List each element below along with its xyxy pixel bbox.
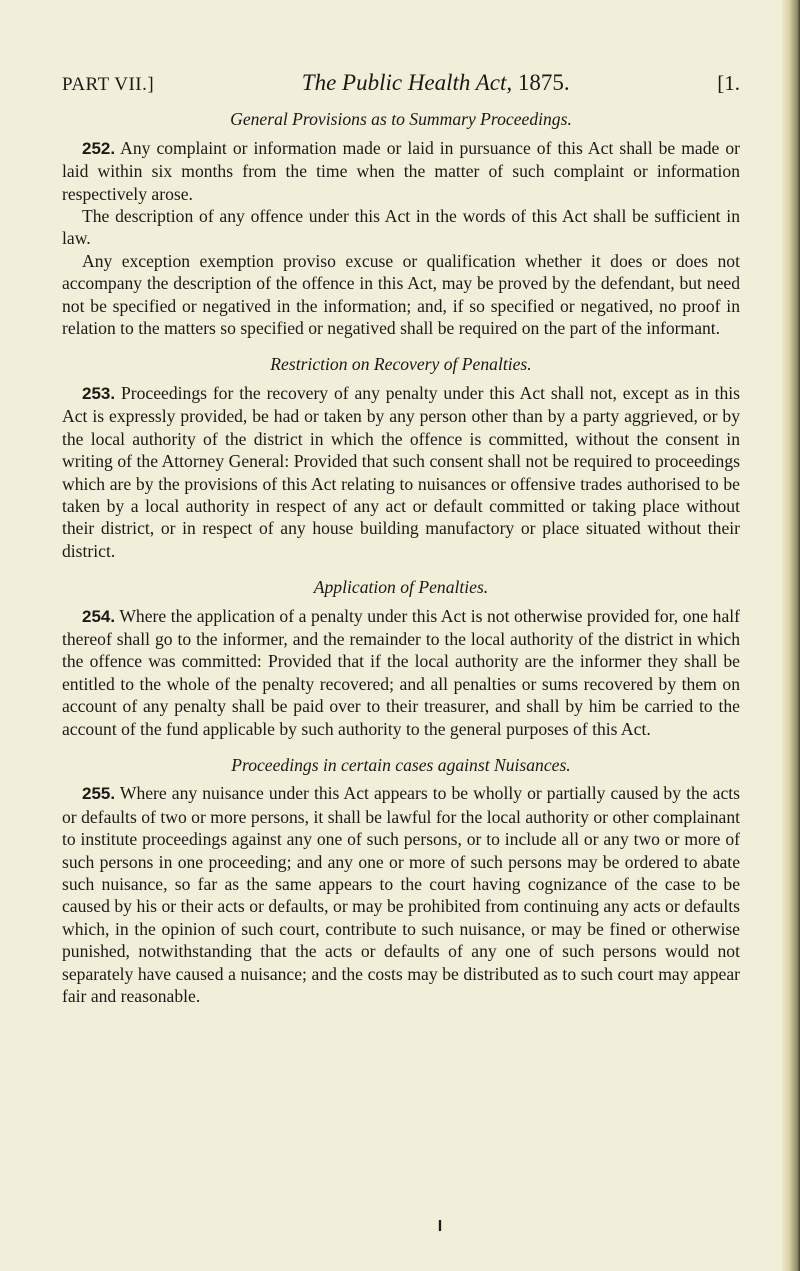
section-number: 253. <box>82 383 116 403</box>
header-title <box>302 72 570 94</box>
page-edge-shadow <box>782 0 800 1271</box>
header-year: 1875. <box>517 70 570 95</box>
section-number: 254. <box>82 606 116 626</box>
page-body <box>62 72 740 1021</box>
section-paragraph: The description of any offence under this Act in the words of this Act shall be sufficient in law. <box>62 206 740 249</box>
section-paragraph: Any exception exemption proviso excuse or qualification whether it does or does not accompany the description of the offence in this Act, may be proved by the defendant, but need not be specified or negatived in the information; and, if so specified or negatived, no proof in relation to the matters so specified or negatived shall be required on the part of the informant. <box>62 250 740 339</box>
section-number: 252. <box>82 138 116 158</box>
paragraph-text: Any complaint or information made or laid in pursuance of this Act shall be made or laid within six months from the time when the matter of such complaint or information respectively arose. <box>62 137 740 204</box>
section-252 <box>62 108 740 339</box>
header-part: PART VII.] <box>62 74 155 95</box>
section-paragraph <box>62 782 740 1007</box>
section-254 <box>62 576 740 740</box>
section-heading: General Provisions as to Summary Proceedings. <box>230 109 572 130</box>
paragraph-text: Where the application of a penalty under this Act is not otherwise provided for, one half thereof shall go to the informer, and the remainder to the local authority of the district in which the offence was committed: Provided that if the local authority are the informer they shall be entitled to the whole of the penalty recovered; and all penalties or sums recovered by them on account of any penalty shall be paid over to their treasurer, and shall by him be carried to the account of the fund applicable by such authority to the general purposes of this Act. <box>62 605 740 739</box>
section-paragraph <box>62 605 740 740</box>
running-header <box>62 72 740 96</box>
section-255 <box>62 754 740 1007</box>
signature-mark: I <box>437 1218 443 1235</box>
paragraph-text: Proceedings for the recovery of any penalty under this Act shall not, except as in this Act is expressly provided, be had or taken by any person other than by a party aggrieved, or by the local authority of the district in which the offence is committed, without the consent in writing of the Attorney General: Provided that such consent shall not be required to proceedings which are by the provisions of this Act relating to nuisances or offensive trades authorised to be taken by a local authority in respect of any act or default committed or taking place without their district, or in respect of any house building manufactory or place situated without their district. <box>62 382 741 561</box>
header-title-text: The Public Health Act, <box>301 70 513 95</box>
section-heading: Application of Penalties. <box>313 577 489 598</box>
section-paragraph <box>62 137 740 205</box>
section-paragraph <box>62 382 740 562</box>
header-section: [1. <box>717 71 740 95</box>
section-number: 255. <box>82 784 116 804</box>
paragraph-text: Where any nuisance under this Act appears to be wholly or partially caused by the acts or defaults of two or more persons, it shall be lawful for the local authority or other complainant to institute proceedings against any one of such persons, or to include all or any two or more of such persons in one proceeding; and any one or more of such persons may be ordered to abate such nuisance, so far as the same appears to the court having cognizance of the case to be caused by his or their acts or defaults, or may be prohibited from continuing any acts or defaults which, in the opinion of such court, contribute to such nuisance, or may be fined or otherwise punished, notwithstanding that the acts or defaults of any one of such persons would not separately have caused a nuisance; and the costs may be distributed as to such court may appear fair and reasonable. <box>62 783 740 1007</box>
section-heading: Proceedings in certain cases against Nuisances. <box>231 754 571 775</box>
section-253 <box>62 353 740 562</box>
section-heading: Restriction on Recovery of Penalties. <box>270 354 532 375</box>
